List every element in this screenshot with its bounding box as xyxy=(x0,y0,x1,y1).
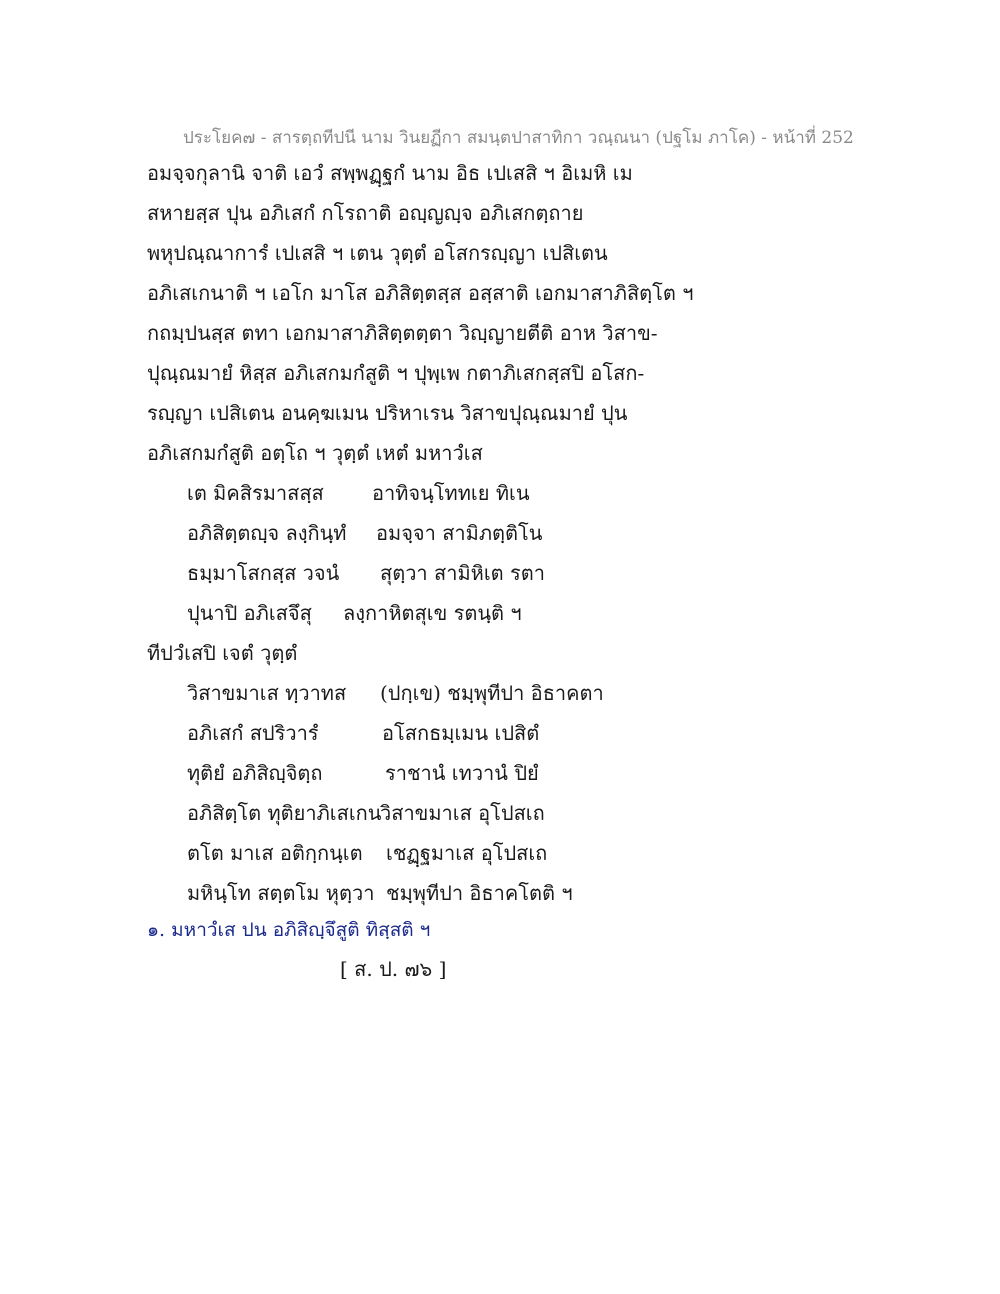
verse-first-half: อภิเสกํ สปริวารํ xyxy=(187,721,319,745)
verse-first-half: มหินฺโท สตฺตโม หุตฺวา xyxy=(187,881,375,905)
footnote: ๑. มหาวํเส ปน อภิสิญฺจึสูติ ทิสฺสติ ฯ xyxy=(147,919,431,941)
prose-line: ทีปวํเสปิ เจตํ วุตฺตํ xyxy=(147,641,298,665)
verse-second-half: สุตฺวา สามิหิเต รตา xyxy=(380,561,545,585)
verse-second-half: อาทิจนฺโททเย ทิเน xyxy=(372,481,530,505)
prose-line: อมจฺจกุลานิ จาติ เอวํ สพฺพฏฺฐกํ นาม อิธ เปเสสิ ฯ อิเมหิ เม xyxy=(147,161,633,185)
prose-line: ปุณฺณมายํ หิสฺส อภิเสกมกํสูติ ฯ ปุพฺเพ กตาภิเสกสฺสปิ อโสก- xyxy=(147,361,645,385)
verse-first-half: ตโต มาเส อติกฺกนฺเต xyxy=(187,841,363,865)
verse-second-half: ราชานํ เทวานํ ปิยํ xyxy=(385,761,539,785)
verse-first-half: อภิสิตฺตญฺจ ลงฺกินฺทํ xyxy=(187,521,347,545)
prose-line: กถมฺปนสฺส ตทา เอกมาสาภิสิตฺตตฺตา วิญฺญายตีติ อาห วิสาข- xyxy=(147,321,658,345)
prose-line: รญฺญา เปสิเตน อนคฺฆเมน ปริหาเรน วิสาขปุณฺณมายํ ปุน xyxy=(147,401,628,425)
prose-line: อภิเสเกนาติ ฯ เอโก มาโส อภิสิตฺตสฺส อสฺสาติ เอกมาสาภิสิตฺโต ฯ xyxy=(147,281,694,305)
prose-line: อภิเสกมกํสูติ อตฺโถ ฯ วุตฺตํ เหตํ มหาวํเส xyxy=(147,441,483,465)
verse-first-half: วิสาขมาเส ทฺวาทส xyxy=(187,681,347,705)
verse-second-half: ลงฺกาหิตสุเข รตนฺติ ฯ xyxy=(343,601,522,625)
prose-line: พหุปณฺณาการํ เปเสสิ ฯ เตน วุตฺตํ อโสกรญฺญา เปสิเตน xyxy=(147,241,608,265)
verse-second-half: อโสกธมฺเมน เปสิตํ xyxy=(382,721,540,745)
verse-first-half: ปุนาปิ อภิเสจึสุ xyxy=(187,601,312,625)
running-header: ประโยค๗ - สารตฺถทีปนี นาม วินยฏีกา สมนฺตปาสาทิกา วณฺณนา (ปฐโม ภาโค) - หน้าที่ 252 xyxy=(183,128,854,148)
verse-first-half: อภิสิตฺโต ทุติยาภิเสเกน xyxy=(187,801,382,825)
verse-second-half: (ปกฺเข) ชมฺพุทีปา อิธาคตา xyxy=(380,681,604,705)
verse-first-half: ทุติยํ อภิสิญฺจิตฺถ xyxy=(187,761,323,785)
verse-first-half: ธมฺมาโสกสฺส วจนํ xyxy=(187,561,340,585)
verse-second-half: เชฏฺฐมาเส อุโปสเถ xyxy=(386,841,548,865)
verse-first-half: เต มิคสิรมาสสฺส xyxy=(187,481,324,505)
page-reference: [ ส. ป. ๗๖ ] xyxy=(340,957,447,981)
prose-line: สหายสฺส ปุน อภิเสกํ กโรถาติ อญฺญญฺจ อภิเสกตฺถาย xyxy=(147,201,584,225)
verse-second-half: วิสาขมาเส อุโปสเถ xyxy=(380,801,545,825)
verse-second-half: อมจฺจา สามิภตฺติโน xyxy=(376,521,543,545)
verse-second-half: ชมฺพุทีปา อิธาคโตติ ฯ xyxy=(386,881,573,905)
